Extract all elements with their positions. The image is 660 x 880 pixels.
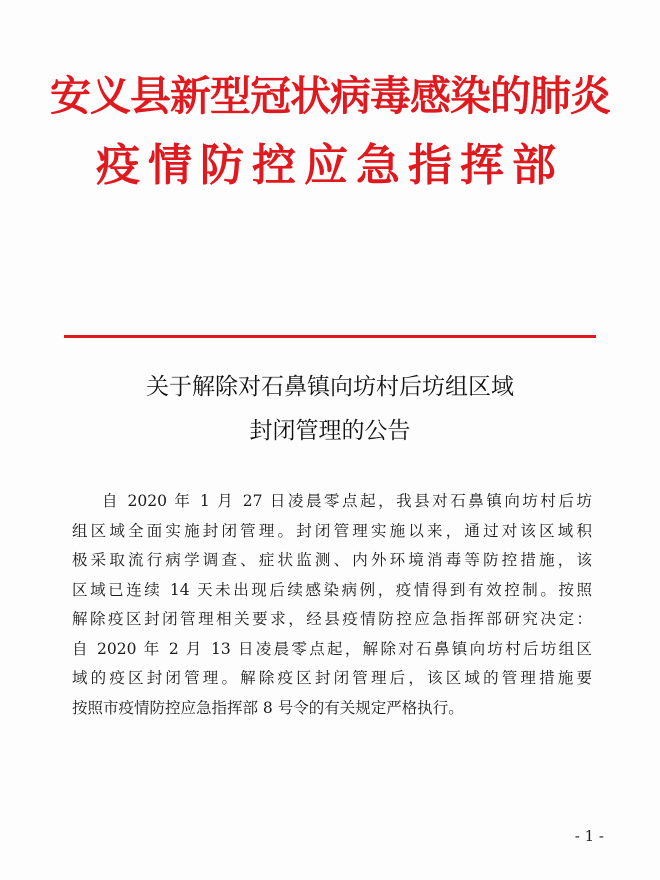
issuer-name-line-1: 安义县新型冠状病毒感染的肺炎 [50, 72, 610, 120]
body-line: 按照市疫情防控应急指挥部 8 号令的有关规定严格执行。 [72, 698, 464, 717]
notice-body [72, 487, 592, 723]
body-line: 组区域全面实施封闭管理。封闭管理实施以来，通过对该区域积 [72, 521, 592, 540]
notice-title-line-2: 封闭管理的公告 [249, 418, 411, 444]
body-line: 极采取流行病学调查、症状监测、内外环境消毒等防控措施，该 [72, 551, 592, 569]
body-line: 自 2020 年 2 月 13 日凌晨零点起，解除对石鼻镇向坊村后坊组区 [72, 639, 592, 658]
page-number: - 1 - [574, 827, 604, 845]
body-line: 自 2020 年 1 月 27 日凌晨零点起，我县对石鼻镇向坊村后坊 [102, 492, 592, 510]
red-separator-line [64, 335, 596, 338]
body-line: 解除疫区封闭管理相关要求，经县疫情防控应急指挥部研究决定： [72, 610, 592, 628]
body-line: 域的疫区封闭管理。解除疫区封闭管理后，该区域的管理措施要 [72, 669, 592, 687]
body-line: 区域已连续 14 天未出现后续感染病例，疫情得到有效控制。按照 [72, 580, 592, 599]
notice-title-line-1: 关于解除对石鼻镇向坊村后坊组区域 [146, 374, 514, 400]
issuer-name-line-2: 疫情防控应急指挥部 [96, 140, 564, 191]
